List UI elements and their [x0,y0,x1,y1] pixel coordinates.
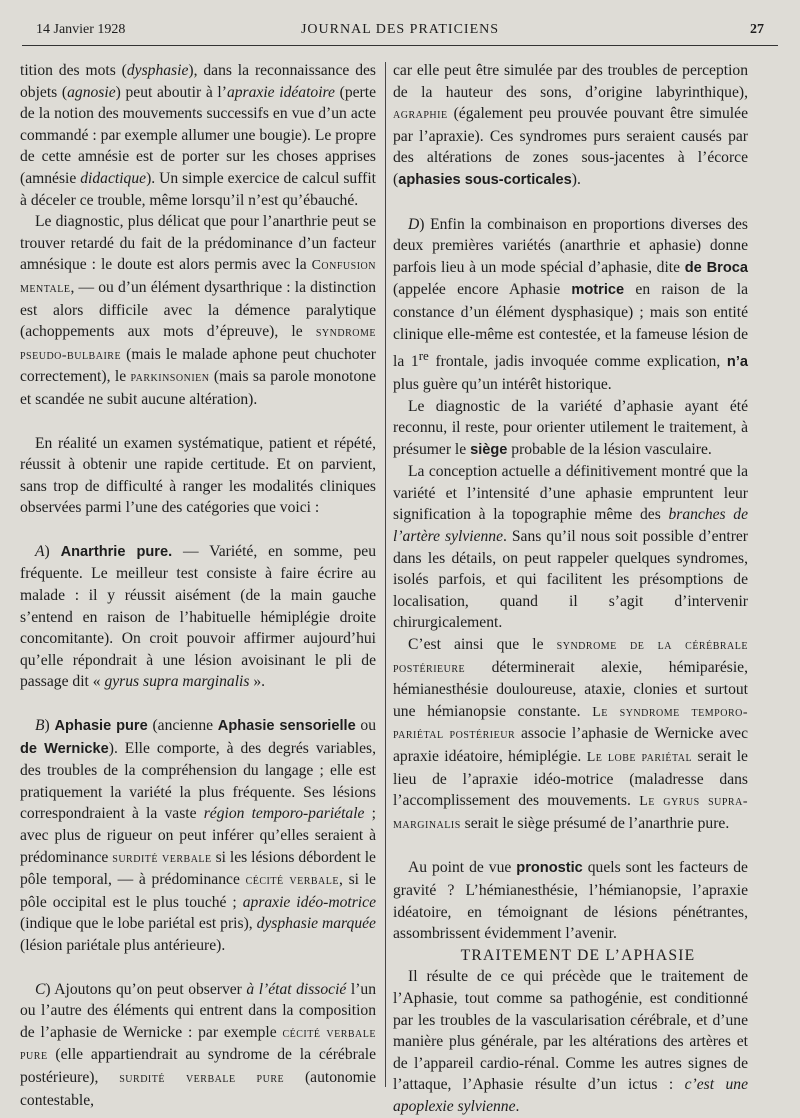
paragraph-aphasie-pure: B) Aphasie pure (ancienne Aphasie sensorielle ou de Wernicke). Elle comporte, à des degrés variables, des troubles de la compréhension du langage ; elle est pratiquement la variété la plus fréquente. Ses lésions correspondraient à la vaste région temporo-pariétale ; avec plus de rigueur on peut inférer qu’elles seraient à prédominance surdité verbale si les lésions débordent le pôle temporal, — à prédominance cécité verbale, si le pôle occipital est le plus touché ; apraxie idéo-motrice (indique que le lobe pariétal est pris), dysphasie marquée (lésion pariétale plus antérieure). [20,717,377,954]
paragraph-examen: En réalité un examen systématique, patient et répété, réussit à obtenir une rapide certitude. Et on parvient, sans trop de difficulté à ranger les modalités cliniques observées parmi l’une des catégories que voici : [20,434,376,517]
paragraph-agraphie: car elle peut être simulée par des troubles de perception de la hauteur des sons, d’origine labyrinthique), agraphie (également peu prouvée pouvant être simulée par l’apraxie). Ces syndromes purs seraient causés par des altérations de zones sous-jacentes à l’écorce (aphasies sous-corticales). [393,62,748,188]
right-column [393,60,748,1118]
journal-title: JOURNAL DES PRATICIENS [300,22,500,37]
section-title: TRAITEMENT DE L’APHASIE [460,946,696,964]
paragraph-broca: D) Enfin la combinaison en proportions diverses des deux premières variétés (anarthrie et aphasie) donne parfois lieu à un mode spécial d’aphasie, dite de Broca (appelée encore Aphasie motrice en raison de la constance d’un élément dysphasique) ; mais son entité clinique elle-même est contestée, et la fameuse lésion de la 1re frontale, jadis invoquée comme explication, n’a plus guère qu’un intérêt historique. [393,215,748,393]
page-number: 27 [750,22,764,37]
paragraph-syndromes: C’est ainsi que le syndrome de la cérébrale postérieure déterminerait alexie, hémiparésie, hémianesthésie douloureuse, ataxie, clonies et surtout une hémianopsie constante. Le syndrome temporo-pariétal postérieur associe l’aphasie de Wernicke avec apraxie idéatoire, hémiplégie. Le lobe pariétal serait le lieu de l’apraxie idéo-motrice (maladresse dans l’accomplissement des mouvements. Le gyrus supra-marginalis serait le siège présumé de l’anarthrie pure. [393,636,748,832]
header-rule [22,45,778,46]
page-header [36,18,764,42]
paragraph-siege: Le diagnostic de la variété d’aphasie ayant été reconnu, il reste, pour orienter utilement le traitement, à présumer le siège probable de la lésion vasculaire. [393,397,748,458]
left-column [20,60,376,1111]
paragraph-diagnostic: Le diagnostic, plus délicat que pour l’anarthrie peut se trouver retardé du fait de la prédominance d’un facteur amnésique : le doute est alors permis avec la Confusion mentale, — ou d’un élément dysarthrique : la distinction est alors difficile avec la démence paralytique (achoppements aux mots d’épreuve), le syndrome pseudo-bulbaire (mais le malade aphone peut chuchoter correctement), le parkinsonien (mais sa parole monotone et scandée ne subit aucune altération). [20,213,376,408]
paragraph-anarthrie-pure: A) Anarthrie pure. — Variété, en somme, peu fréquente. Le meilleur test consiste à faire écrire au malade : il y réussit aisément (de la main gauche s’entend en raison de l’habituelle hémiplégie droite concomitante). On croit pouvoir affirmer aujourd’hui qu’elle répondrait à une lésion avoisinant le pli de passage dit « gyrus supra marginalis ». [20,542,377,691]
paragraph-etat-dissocie: C) Ajoutons qu’on peut observer à l’état dissocié l’un ou l’autre des éléments qui entrent dans la composition de l’aphasie de Wernicke : par exemple cécité verbale pure (elle appartiendrait au syndrome de la cérébrale postérieure), surdité verbale pure (autonomie contestable, [20,980,377,1109]
paragraph-dysphasie: tition des mots (dysphasie), dans la reconnaissance des objets (agnosie) peut aboutir à l’apraxie idéatoire (perte de la notion des mouvements successifs en vue d’un acte commandé : par exemple allumer une bougie). Le propre de cette amnésie est de porter sur les choses apprises (amnésie didactique). Un simple exercice de calcul suffit à déceler ce trouble, même lorsqu’il n’est qu’ébauché. [20,62,376,209]
issue-date: 14 Janvier 1928 [36,22,126,37]
column-divider [385,62,386,1087]
paragraph-conception: La conception actuelle a définitivement montré que la variété et l’intensité d’une aphasie empruntent leur signification à la topographie même des branches de l’artère sylvienne. Sans qu’il nous soit possible d’entrer dans les détails, on peut rappeler quelques syndromes, isolés parfois, et qui facilitent les présomptions de localisation, quand il s’agit d’intervenir chirurgicalement. [393,463,749,632]
paragraph-traitement: Il résulte de ce qui précède que le traitement de l’Aphasie, tout comme sa pathogénie, est conditionné par les troubles de la vascularisation cérébrale, et d’une manière plus générale, par les altérations des artères et de l’appareil cardio-rénal. Comme les autres signes de l’attaque, l’Aphasie résulte d’un ictus : c’est une apoplexie sylvienne. [393,968,748,1115]
paragraph-pronostic: Au point de vue pronostic quels sont les facteurs de gravité ? L’hémianesthésie, l’hémianopsie, l’apraxie idéatoire, en témoignant de lésions pénétrantes, assombrissent évidemment l’avenir. [393,859,748,943]
